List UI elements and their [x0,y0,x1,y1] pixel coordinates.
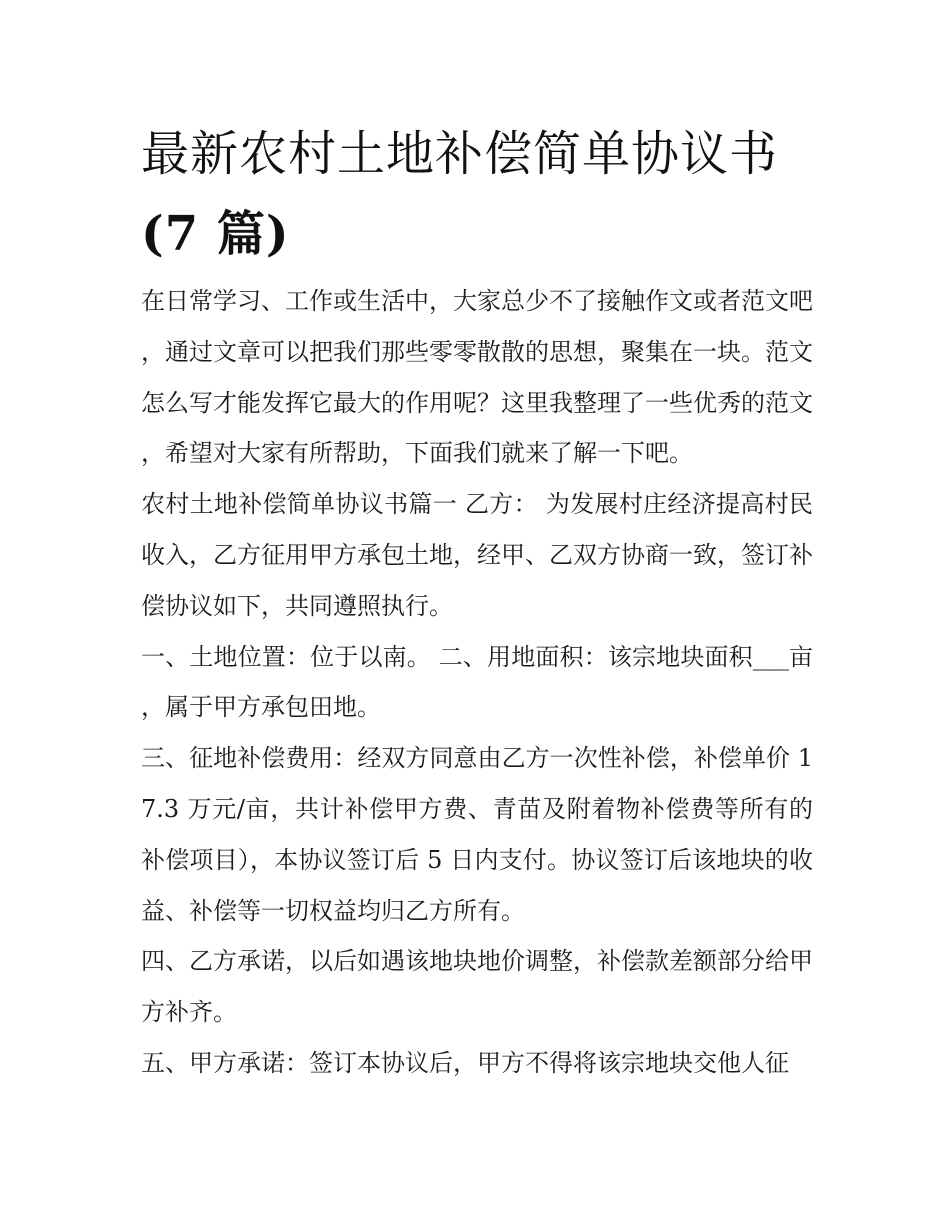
document-body [141,276,813,1089]
paragraph-clause-5: 五、甲方承诺：签订本协议后，甲方不得将该宗地块交他人征 [141,1048,789,1077]
document-title [141,114,841,274]
title-line-2: (7 篇) [141,206,290,262]
title-line-1: 最新农村土地补偿简单协议书 [141,126,779,182]
paragraph-part-one: 农村土地补偿简单协议书篇一 乙方： 为发展村庄经济提高村民收入，乙方征用甲方承包土地，经甲、乙双方协商一致，签订补偿协议如下，共同遵照执行。 [141,490,813,620]
paragraph-clause-3: 三、征地补偿费用：经双方同意由乙方一次性补偿，补偿单价 17.3 万元/亩，共计补偿甲方费、青苗及附着物补偿费等所有的补偿项目），本协议签订后 5 日内支付。协议签订后该地块的收益、补偿等一切权益均归乙方所有。 [141,744,813,925]
paragraph-clause-4: 四、乙方承诺，以后如遇该地块地价调整，补偿款差额部分给甲方补齐。 [141,947,813,1027]
paragraph-clause-1-2: 一、土地位置：位于以南。 二、用地面积：该宗地块面积___亩，属于甲方承包田地。 [141,642,813,722]
paragraph-intro: 在日常学习、工作或生活中，大家总少不了接触作文或者范文吧，通过文章可以把我们那些零零散散的思想，聚集在一块。范文怎么写才能发挥它最大的作用呢？这里我整理了一些优秀的范文，希望对大家有所帮助，下面我们就来了解一下吧。 [141,287,813,468]
